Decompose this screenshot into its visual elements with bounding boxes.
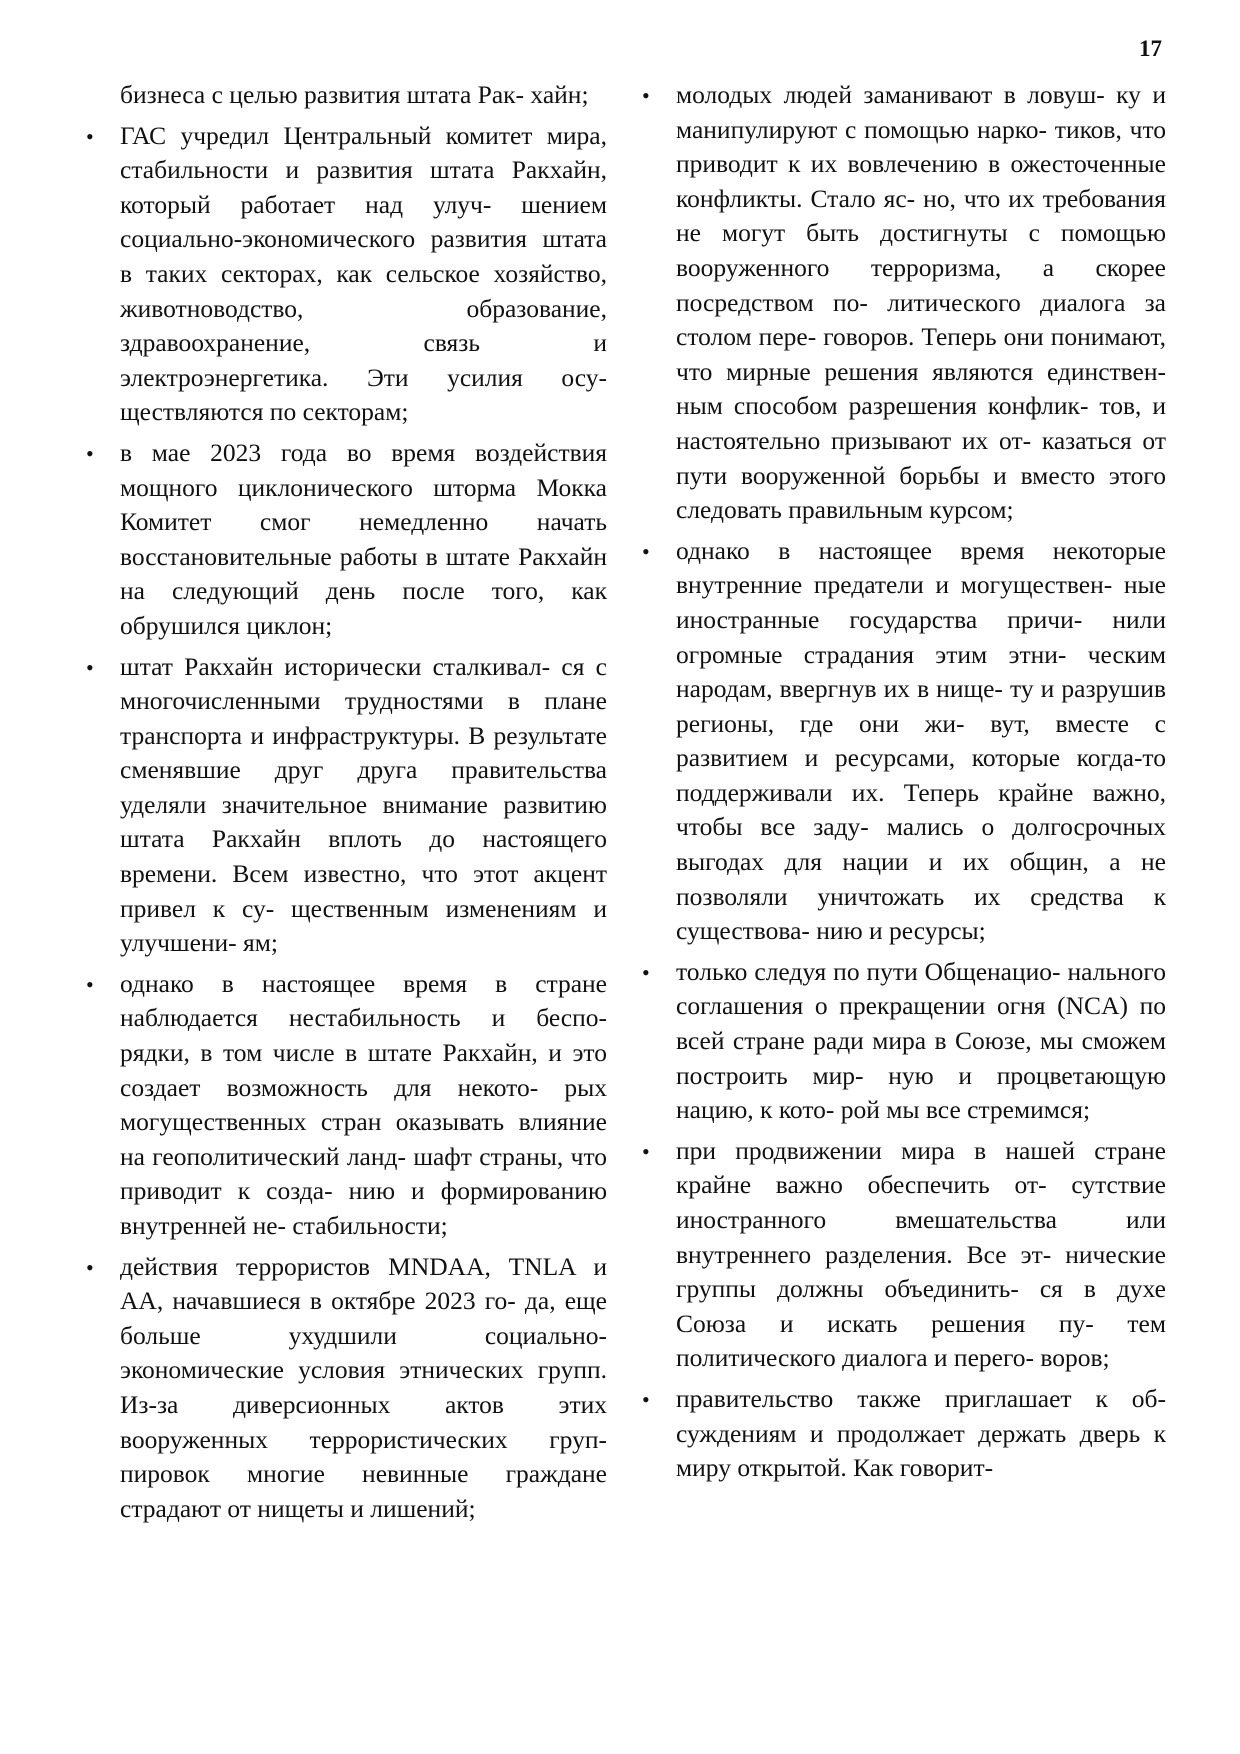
bullet-glyph: •	[642, 959, 650, 985]
bullet-text: молодых людей заманивают в ловуш- ку и манипулируют с помощью нарко- тиков, что приводит к их вовлечению в ожесточенные конфликты. Стало яс- но, что их требования не могут быть достигнуты с помощью вооруженного терроризма, а скорее посредством по- литического диалога за столом пере- говоров. Теперь они понимают, что мирные решения являются единствен- ным способом разрешения конфлик- тов, и настоятельно призывают их от- казаться от пути вооруженной борьбы и вместо этого следовать правильным курсом;	[676, 80, 1166, 525]
right-column	[638, 78, 1166, 1492]
bullet-glyph: •	[642, 1138, 650, 1164]
bullet-text: правительство также приглашает к об- суждениям и продолжает держать дверь к миру открытой. Как говорит-	[676, 1383, 1166, 1483]
bullet-text: однако в настоящее время в стране наблюдается нестабильность и беспо- рядки, в том числе в штате Ракхайн, и это создает возможность для некото- рых могущественных стран оказывать влияние на геополитический ланд- шафт страны, что приводит к созда- нию и формированию внутренней не- стабильности;	[120, 968, 607, 1240]
bullet-item	[638, 955, 1166, 1128]
continuation-paragraph: бизнеса с целью развития штата Рак- хайн;	[120, 80, 589, 109]
bullet-item	[82, 119, 607, 430]
bullet-item	[82, 967, 607, 1244]
bullet-glyph: •	[86, 654, 94, 680]
bullet-text: действия террористов MNDAA, TNLA и AA, начавшиеся в октябре 2023 го- да, еще больше ухудшили социально- экономические условия этнических групп. Из-за диверсионных актов этих вооруженных террористических груп- пировок многие невинные граждане страдают от нищеты и лишений;	[120, 1251, 607, 1523]
bullet-text: в мае 2023 года во время воздействия мощного циклонического шторма Мокка Комитет смог немедленно начать восстановительные работы в штате Ракхайн на следующий день после того, как обрушился циклон;	[120, 437, 607, 640]
bullet-item	[638, 1134, 1166, 1376]
bullet-item	[82, 650, 607, 961]
bullet-glyph: •	[642, 538, 650, 564]
bullet-text: ГАС учредил Центральный комитет мира, стабильности и развития штата Ракхайн, который работает над улуч- шением социально-экономического развития штата в таких секторах, как сельское хозяйство, животноводство, образование, здравоохранение, связь и электроэнергетика. Эти усилия осу- ществляются по секторам;	[120, 120, 607, 427]
bullet-text: при продвижении мира в нашей стране крайне важно обеспечить от- сутствие иностранного вмешательства или внутреннего разделения. Все эт- нические группы должны объединить- ся в духе Союза и искать решения пу- тем политического диалога и перего- воров;	[676, 1135, 1166, 1373]
bullet-text: только следуя по пути Общенацио- нального соглашения о прекращении огня (NCA) по всей стране ради мира в Союзе, мы сможем построить мир- ную и процветающую нацию, к кото- рой мы все стремимся;	[676, 956, 1166, 1125]
bullet-glyph: •	[86, 440, 94, 466]
bullet-glyph: •	[86, 123, 94, 149]
bullet-glyph: •	[642, 1386, 650, 1412]
bullet-item	[638, 1382, 1166, 1486]
bullet-item	[638, 534, 1166, 949]
bullet-item	[82, 436, 607, 644]
page-number: 17	[1139, 36, 1162, 61]
bullet-glyph: •	[86, 971, 94, 997]
bullet-item	[638, 78, 1166, 528]
bullet-text: штат Ракхайн исторически сталкивал- ся с многочисленными трудностями в плане транспорта и инфраструктуры. В результате сменявшие друг друга правительства уделяли значительное внимание развитию штата Ракхайн вплоть до настоящего времени. Всем известно, что этот акцент привел к су- щественным изменениям и улучшени- ям;	[120, 651, 607, 958]
left-column	[82, 78, 607, 1532]
bullet-glyph: •	[86, 1254, 94, 1280]
bullet-glyph: •	[642, 83, 650, 108]
bullet-text: однако в настоящее время некоторые внутренние предатели и могуществен- ные иностранные государства причи- нили огромные страдания этим этни- ческим народам, ввергнув их в нище- ту и разрушив регионы, где они жи- вут, вместе с развитием и ресурсами, которые когда-то поддерживали их. Теперь крайне важно, чтобы все заду- мались о долгосрочных выгодах для нации и их общин, а не позволяли уничтожать их средства к существова- нию и ресурсы;	[676, 535, 1166, 946]
bullet-item	[82, 1250, 607, 1527]
